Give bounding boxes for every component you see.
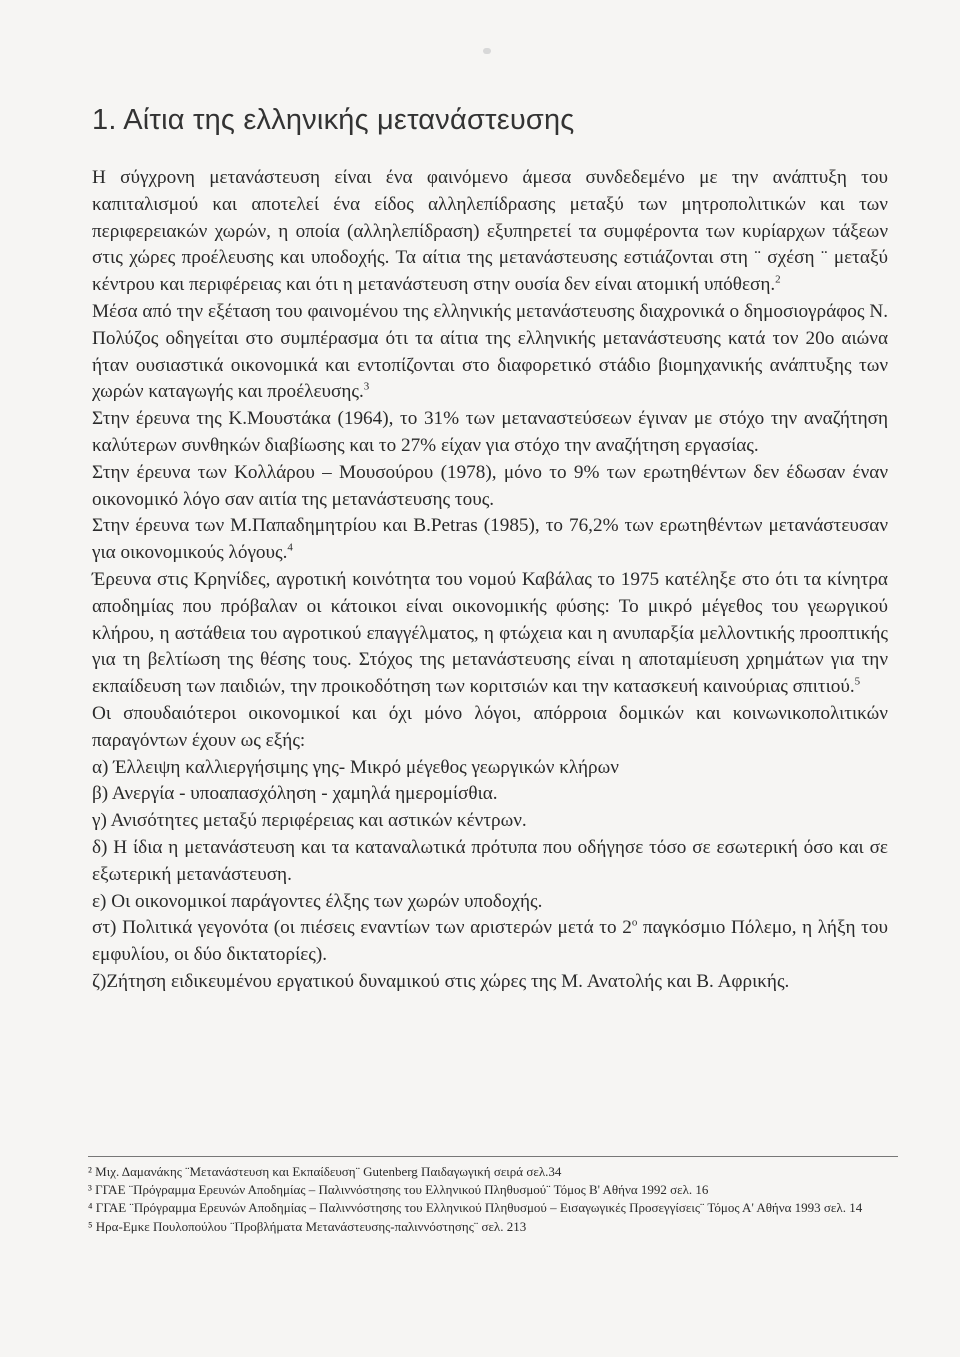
list-item-d: δ) Η ίδια η μετανάστευση και τα καταναλωτικά πρότυπα που οδήγησε τόσο σε εσωτερική όσο και σε εξωτερική μετανάστευση.	[92, 836, 888, 885]
list-item-st: στ) Πολιτικά γεγονότα (οι πιέσεις εναντίων των αριστερών μετά το $2^o$ παγκόσμιο Πόλεμο, η λήξη του εμφυλίου, οι δύο δικτατορίες).	[92, 916, 888, 966]
footnote: ⁵ Ηρα-Εμκε Πουλοπούλου ¨Προβλήματα Μετανάστευσης-παλιννόστησης¨ σελ. 213	[88, 1218, 527, 1234]
list-item-a: α) Έλλειψη καλλιεργήσιμης γης- Μικρό μέγεθος γεωργικών κλήρων	[92, 756, 619, 778]
paragraph-intro: Η σύγχρονη μετανάστευση είναι ένα φαινόμενο άμεσα συνδεδεμένο με την ανάπτυξη του καπιταλισμού και αποτελεί ένα είδος αλληλεπίδρασης μεταξύ των μητροπολιτικών και των περιφερειακών χωρών, η οποία (αλληλεπίδραση) εξυπηρετεί τα συμφέροντα των κυρίαρχων τάξεων στις χώρες προέλευσης και υποδοχής. Τα αίτια της μετανάστευσης εστιάζονται στη ¨ σχέση ¨ μεταξύ κέντρου και περιφέρειας και ότι η μετανάστευση στην ουσία δεν είναι ατομική υπόθεση.$^2$	[92, 167, 888, 296]
paragraph-kollarou: Στην έρευνα των Κολλάρου – Μουσούρου (1978), μόνο το 9% των ερωτηθέντων δεν έδωσαν έναν οικονομικό λόγο σαν αιτία της μετανάστευσης τους.	[92, 461, 888, 510]
list-item-b: β) Ανεργία - υποαπασχόληση - χαμηλά ημερομίσθια.	[92, 783, 498, 805]
footnote-ref-4: 4	[287, 541, 293, 554]
list-item-c: γ) Ανισότητες μεταξύ περιφέρειας και αστικών κέντρων.	[92, 810, 527, 832]
footnote-ref-2: 2	[775, 273, 781, 286]
paragraph-polyzos: Μέσα από την εξέταση του φαινομένου της ελληνικής μετανάστευσης διαχρονικά ο δημοσιογράφος Ν. Πολύζος οδηγείται στο συμπέρασμα ότι τα αίτια της ελληνικής μετανάστευσης κατά τον 20ο αιώνα ήταν ουσιαστικά οικονομικά και εντοπίζονται στο διαφορετικό στάδιο βιομηχανικής ανάπτυξης των χωρών καταγωγής και προέλευσης.$^3$	[92, 300, 888, 403]
list-item-z: ζ)Ζήτηση ειδικευμένου εργατικού δυναμικού στις χώρες της Μ. Ανατολής και Β. Αφρικής.	[92, 970, 790, 992]
section-heading: 1. Αίτια της ελληνικής μετανάστευσης	[92, 104, 575, 136]
scan-speck	[483, 48, 491, 54]
footnote: ⁴ ΓΓΑΕ ¨Πρόγραμμα Ερευνών Αποδημίας – Παλιννόστησης του Ελληνικού Πληθυσμού – Εισαγωγικές Προσεγγίσεις¨ Τόμος Α' Αθήνα 1993 σελ. 14	[88, 1200, 863, 1216]
paragraph-papadimitriou: Στην έρευνα των Μ.Παπαδημητρίου και Β.Petras (1985), το 76,2% των ερωτηθέντων μετανάστευσαν για οικονομικούς λόγους.$^4$	[92, 515, 888, 564]
footnote: ³ ΓΓΑΕ ¨Πρόγραμμα Ερευνών Αποδημίας – Παλιννόστησης του Ελληνικού Πληθυσμού¨ Τόμος Β' Αθήνα 1992 σελ. 16	[88, 1182, 709, 1198]
footnote: ² Μιχ. Δαμανάκης ¨Μετανάστευση και Εκπαίδευση¨ Gutenberg Παιδαγωγική σειρά σελ.34	[88, 1164, 562, 1179]
footnote-ref-3: 3	[363, 380, 370, 393]
paragraph-reasons-intro: Οι σπουδαιότεροι οικονομικοί και όχι μόνο λόγοι, απόρροια δομικών και κοινωνικοπολιτικών παραγόντων έχουν ως εξής:	[92, 702, 888, 751]
paragraph-moustaka: Στην έρευνα της Κ.Μουστάκα (1964), το 31% των μεταναστεύσεων έγιναν με στόχο την αναζήτηση καλύτερων συνθηκών διαβίωσης και το 27% είχαν για στόχο την αναζήτηση εργασίας.	[92, 408, 888, 456]
footnote-ref-5: 5	[854, 675, 861, 688]
list-item-e: ε) Οι οικονομικοί παράγοντες έλξης των χωρών υποδοχής.	[92, 890, 543, 912]
body-text	[92, 165, 888, 996]
paragraph-krinides: Έρευνα στις Κρηνίδες, αγροτική κοινότητα του νομού Καβάλας το 1975 κατέληξε στο ότι τα κίνητρα αποδημίας που πρόβαλαν οι κάτοικοι είναι οικονομικής φύσης: Το μικρό μέγεθος του γεωργικού κλήρου, η αστάθεια του αγροτικού επαγγέλματος, η φτώχεια και η ανυπαρξία μελλοντικής προοπτικής για τη βελτίωση της θέσης τους. Στόχος της μετανάστευσης είναι η αποταμίευση χρημάτων για την εκπαίδευση των παιδιών, την προικοδότηση των κοριτσιών και την κατασκευή καινούριας σπιτιού.$^5$	[92, 568, 888, 698]
footnotes	[88, 1156, 898, 1236]
